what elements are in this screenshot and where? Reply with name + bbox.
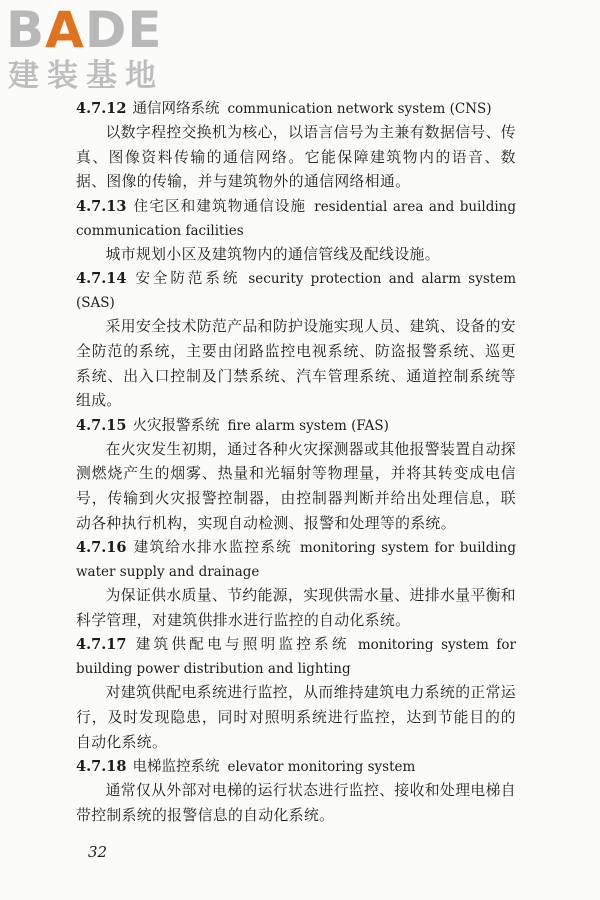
term-definition: 对建筑供配电系统进行监控，从而维持建筑电力系统的正常运行，及时发现隐患，同时对照明系统进行监控，达到节能目的的自动化系统。 xyxy=(76,684,516,751)
term-4-7-16 xyxy=(76,536,516,633)
term-heading xyxy=(76,195,516,243)
term-4-7-14 xyxy=(76,267,516,413)
term-definition: 城市规划小区及建筑物内的通信管线及配线设施。 xyxy=(105,245,440,263)
bade-logo xyxy=(6,1,182,96)
term-4-7-17 xyxy=(76,633,516,755)
term-heading xyxy=(76,633,516,681)
logo-chinese-text: 建装基地 xyxy=(8,58,164,94)
term-number: 4.7.15 xyxy=(76,416,127,434)
term-number: 4.7.17 xyxy=(76,636,127,654)
logo-wordmark: BADE xyxy=(6,1,163,59)
term-title-en: elevator monitoring system xyxy=(227,759,416,776)
term-title-en: security protection and alarm system (SAS) xyxy=(76,271,516,312)
term-title-cn: 火灾报警系统 xyxy=(132,417,220,434)
term-title-cn: 住宅区和建筑物通信设施 xyxy=(132,198,307,215)
term-title-en: residential area and building communication facilities xyxy=(76,198,516,239)
term-heading xyxy=(76,267,516,315)
page-number: 32 xyxy=(88,843,108,861)
term-title-cn: 电梯监控系统 xyxy=(132,759,220,776)
term-number: 4.7.13 xyxy=(76,197,127,215)
term-number: 4.7.16 xyxy=(76,539,127,557)
term-number: 4.7.18 xyxy=(76,758,127,776)
term-definition: 为保证供水质量、节约能源，实现供需水量、进排水量平衡和科学管理，对建筑供排水进行监控的自动化系统。 xyxy=(76,587,516,629)
term-4-7-15 xyxy=(76,414,516,536)
term-4-7-13 xyxy=(76,195,516,268)
term-heading xyxy=(76,536,516,584)
term-title-cn: 建筑给水排水监控系统 xyxy=(132,540,293,557)
term-title-en: fire alarm system (FAS) xyxy=(227,417,389,434)
term-number: 4.7.14 xyxy=(76,270,127,288)
term-4-7-12 xyxy=(76,97,516,195)
document-body xyxy=(76,97,516,828)
term-heading xyxy=(76,755,516,779)
term-title-cn: 建筑供配电与照明监控系统 xyxy=(132,637,350,654)
term-heading xyxy=(76,97,516,121)
term-title-en: communication network system (CNS) xyxy=(227,101,492,117)
term-title-cn: 安全防范系统 xyxy=(132,271,241,288)
term-definition: 采用安全技术防范产品和防护设施实现人员、建筑、设备的安全防范的系统，主要由闭路监控电视系统、防盗报警系统、巡更系统、出入口控制及门禁系统、汽车管理系统、通道控制系统等组成。 xyxy=(76,318,516,410)
term-4-7-18 xyxy=(76,755,516,828)
term-title-en: monitoring system for building power distribution and lighting xyxy=(76,637,516,678)
term-definition: 在火灾发生初期，通过各种火灾探测器或其他报警装置自动探测燃烧产生的烟雾、热量和光辐射等物理量，并将其转变成电信号，传输到火灾报警控制器，由控制器判断并给出处理信息，联动各种执行机构，实现自动检测、报警和处理等的系统。 xyxy=(76,440,516,532)
term-title-cn: 通信网络系统 xyxy=(132,101,220,117)
term-number: 4.7.12 xyxy=(76,100,127,117)
term-title-en: monitoring system for building water supply and drainage xyxy=(76,540,517,581)
term-heading xyxy=(76,414,516,438)
term-definition: 以数字程控交换机为核心，以语言信号为主兼有数据信号、传真、图像资料传输的通信网络。它能保障建筑物内的语音、数据、图像的传输，并与建筑物外的通信网络相通。 xyxy=(76,124,516,191)
term-definition: 通常仅从外部对电梯的运行状态进行监控、接收和处理电梯自带控制系统的报警信息的自动化系统。 xyxy=(76,782,516,824)
